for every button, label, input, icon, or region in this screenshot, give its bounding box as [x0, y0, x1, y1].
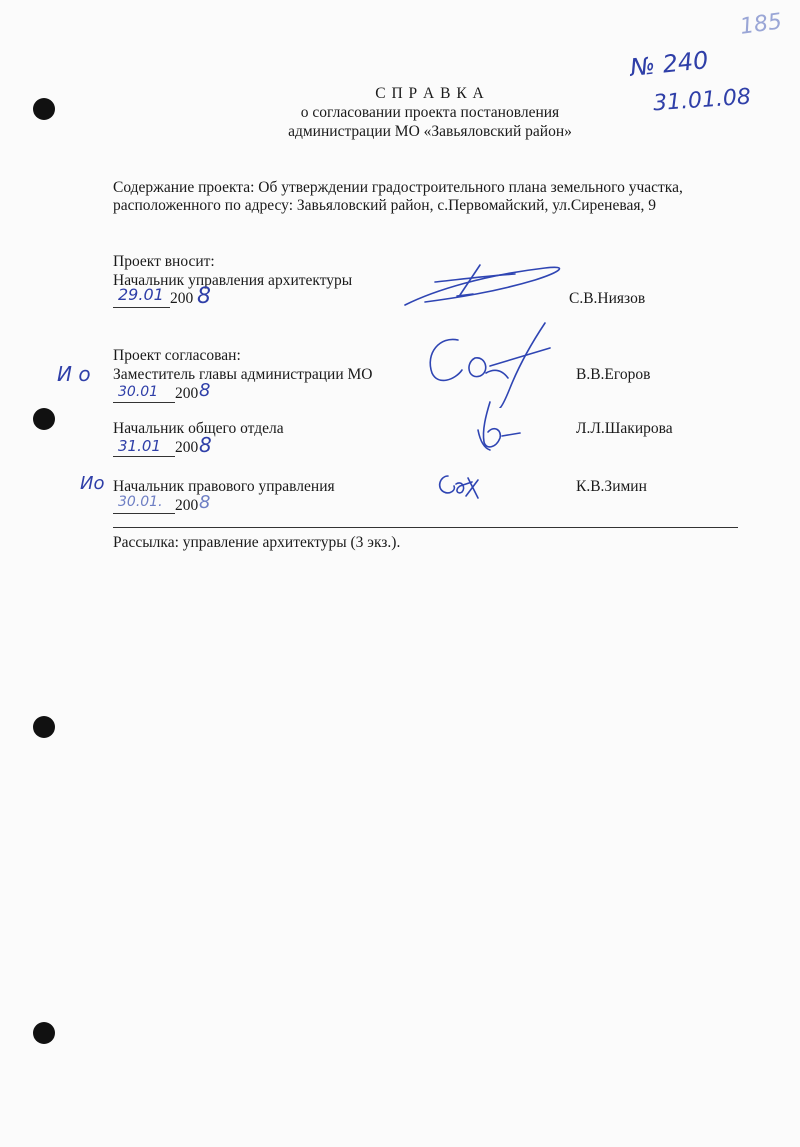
- approver-position-egorov: Заместитель главы администрации МО: [113, 366, 373, 383]
- project-content-line-1: Содержание проекта: Об утверждении градостроительного плана земельного участка,: [113, 179, 683, 196]
- margin-note-zimin: Ио: [80, 473, 105, 494]
- approver-name-egorov: В.В.Егоров: [576, 366, 651, 383]
- punch-hole-2: [33, 408, 55, 430]
- handwritten-year: 8: [197, 284, 211, 309]
- punch-hole-4: [33, 1022, 55, 1044]
- document-subtitle-2: администрации МО «Завьяловский район»: [288, 123, 572, 140]
- date-year-prefix-shakirova: 200: [175, 439, 199, 456]
- date-year-prefix: 200: [170, 290, 194, 307]
- handwritten-date-egorov: 30.01: [118, 384, 159, 400]
- introducer-heading: Проект вносит:: [113, 253, 215, 270]
- date-underline: [113, 402, 175, 403]
- date-underline: [113, 307, 170, 308]
- signature-shakirova: [468, 400, 538, 455]
- handwritten-year-shakirova: 8: [199, 433, 212, 457]
- signature-niyazov: [395, 250, 585, 320]
- handwritten-year-zimin: 8: [199, 492, 211, 513]
- date-year-prefix-egorov: 200: [175, 385, 199, 402]
- project-content-line-2: расположенного по адресу: Завьяловский район, с.Первомайский, ул.Сиреневая, 9: [113, 197, 656, 214]
- approver-name-zimin: К.В.Зимин: [576, 478, 647, 495]
- approver-position-zimin: Начальник правового управления: [113, 478, 335, 495]
- registration-date: 31.01.08: [652, 84, 752, 117]
- date-year-prefix-zimin: 200: [175, 497, 199, 514]
- document-title: С П Р А В К А: [375, 85, 485, 102]
- handwritten-date: 29.01: [118, 285, 164, 304]
- punch-hole-3: [33, 716, 55, 738]
- approver-position-shakirova: Начальник общего отдела: [113, 420, 284, 437]
- approver-name-shakirova: Л.Л.Шакирова: [576, 420, 673, 437]
- introducer-name: С.В.Ниязов: [569, 290, 646, 307]
- handwritten-year-egorov: 8: [199, 380, 211, 401]
- page-number-handwritten: 185: [738, 9, 784, 40]
- introducer-position: Начальник управления архитектуры: [113, 272, 353, 289]
- separator-line: [113, 527, 738, 528]
- date-underline: [113, 513, 175, 514]
- date-underline: [113, 456, 175, 457]
- approvals-heading: Проект согласован:: [113, 347, 241, 364]
- handwritten-date-shakirova: 31.01: [118, 437, 161, 455]
- margin-note-egorov: И о: [57, 362, 91, 386]
- signature-egorov: [420, 318, 560, 408]
- handwritten-date-zimin: 30.01.: [118, 494, 163, 510]
- document-subtitle-1: о согласовании проекта постановления: [300, 104, 560, 121]
- distribution-list: Рассылка: управление архитектуры (3 экз.).: [113, 534, 401, 551]
- registration-number: № 240: [628, 45, 710, 83]
- signature-zimin: [432, 468, 492, 504]
